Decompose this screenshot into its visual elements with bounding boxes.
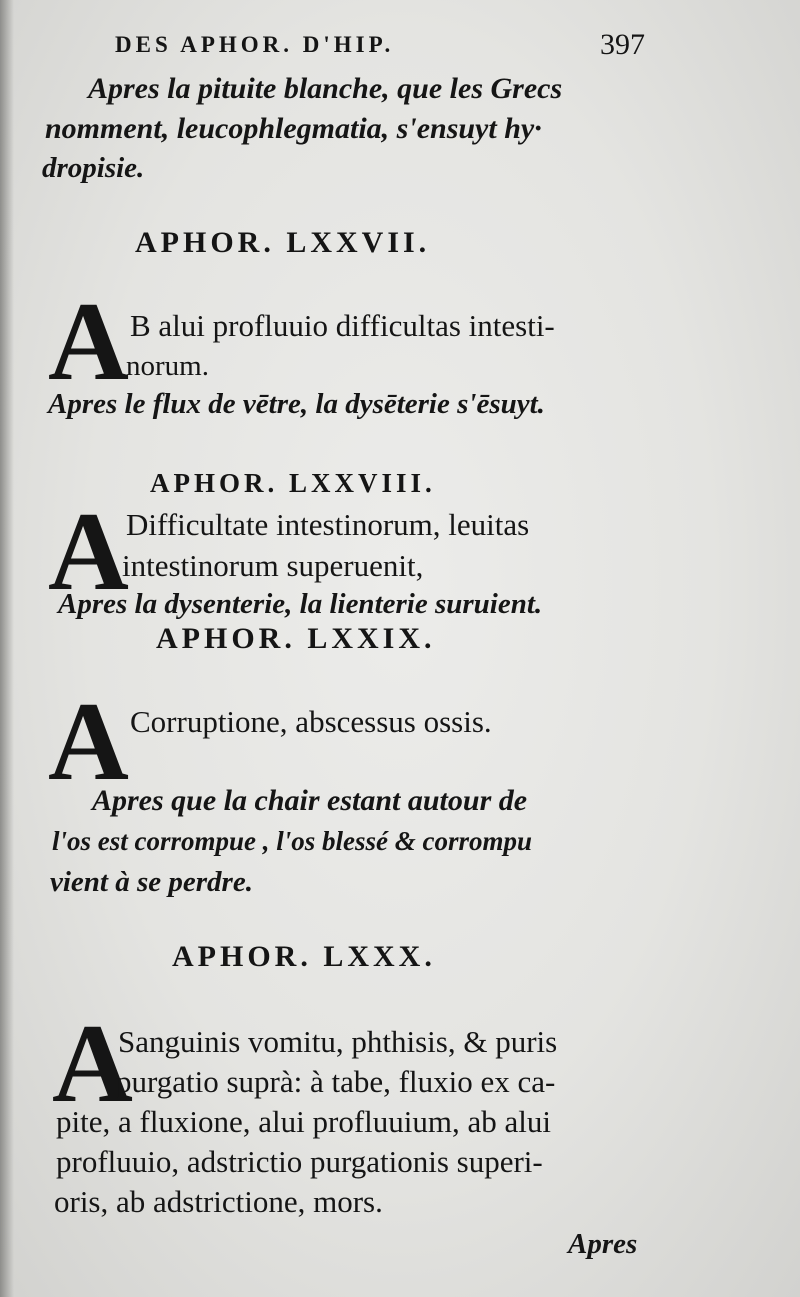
latin-text-line: Corruptione, abscessus ossis. (130, 704, 492, 739)
latin-text-line: B alui profluuio difficultas intesti- (130, 308, 555, 343)
french-text-line: Apres la dysenterie, la lienterie suruient. (58, 588, 543, 620)
latin-text-line: pite, a fluxione, alui profluuium, ab alui (56, 1104, 552, 1139)
drop-cap-initial: A (48, 280, 129, 404)
french-text-line: l'os est corrompue , l'os blessé & corrompu (52, 826, 533, 856)
aphorism-heading: APHOR. LXXX. (172, 940, 436, 973)
french-text-line: Apres que la chair estant autour de (92, 784, 528, 817)
latin-text-line: intestinorum superuenit, (122, 548, 424, 583)
running-title: DES APHOR. D'HIP. (115, 32, 395, 57)
latin-text-line: Sanguinis vomitu, phthisis, & puris (118, 1024, 558, 1059)
french-text-line: Apres la pituite blanche, que les Grecs (88, 72, 563, 105)
page-number: 397 (600, 28, 645, 61)
drop-cap-initial: A (48, 490, 129, 614)
catchword: Apres (568, 1228, 638, 1260)
aphorism-heading: APHOR. LXXIX. (156, 622, 436, 655)
drop-cap-initial: A (48, 680, 129, 804)
aphorism-heading: APHOR. LXXVII. (135, 226, 431, 259)
aphorism-heading: APHOR. LXXVIII. (150, 468, 436, 498)
latin-text-line: purgatio suprà: à tabe, fluxio ex ca- (116, 1064, 556, 1099)
running-header (115, 28, 645, 61)
french-text-line: vient à se perdre. (50, 866, 253, 898)
french-text-line: Apres le flux de vētre, la dysēterie s'ēsuyt. (48, 388, 545, 420)
french-text-line: dropisie. (42, 152, 145, 184)
french-text-line: nomment, leucophlegmatia, s'ensuyt hy· (45, 112, 542, 145)
latin-text-line: oris, ab adstrictione, mors. (54, 1184, 383, 1219)
latin-text-line: profluuio, adstrictio purgationis superi- (56, 1144, 543, 1179)
drop-cap-initial: A (52, 1002, 133, 1126)
latin-text-line: norum. (126, 350, 209, 382)
latin-text-line: Difficultate intestinorum, leuitas (126, 507, 530, 542)
